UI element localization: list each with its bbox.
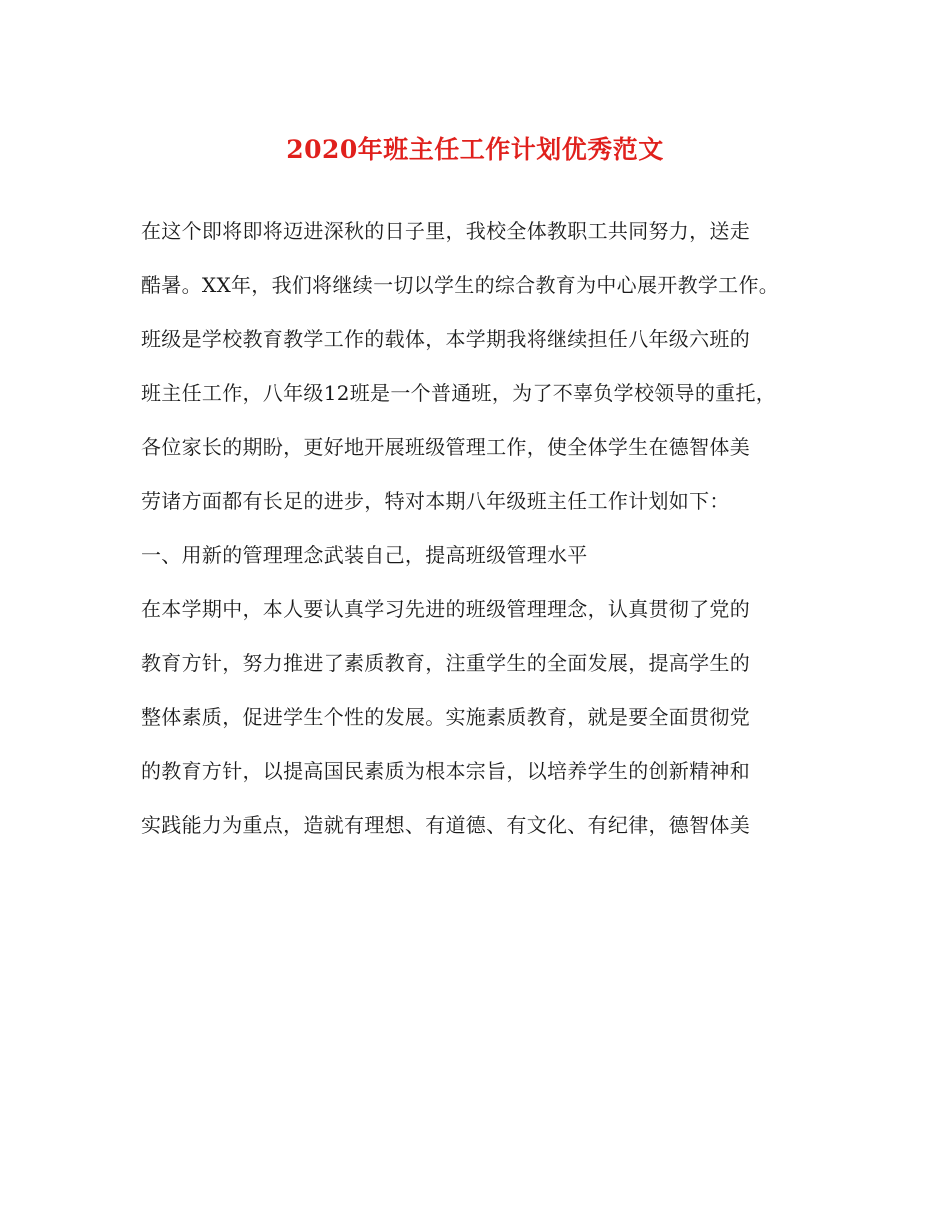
body-line: 整体素质，促进学生个性的发展。实施素质教育，就是要全面贯彻党: [141, 705, 750, 729]
body-line: 班级是学校教育教学工作的载体，本学期我将继续担任八年级六班的: [141, 327, 750, 351]
document-body: [141, 216, 821, 864]
body-line: 的教育方针，以提高国民素质为根本宗旨，以培养学生的创新精神和: [141, 759, 750, 783]
body-line: 实践能力为重点，造就有理想、有道德、有文化、有纪律，德智体美: [141, 813, 750, 837]
body-line: 班主任工作，八年级12班是一个普通班，为了不辜负学校领导的重托，: [141, 381, 777, 405]
document-title: 2020年班主任工作计划优秀范文: [286, 135, 664, 164]
body-line: 在本学期中，本人要认真学习先进的班级管理理念，认真贯彻了党的: [141, 597, 750, 621]
body-line: 各位家长的期盼，更好地开展班级管理工作，使全体学生在德智体美: [141, 435, 750, 459]
body-line: 在这个即将即将迈进深秋的日子里，我校全体教职工共同努力，送走: [141, 219, 750, 243]
body-line: 酷暑。XX年，我们将继续一切以学生的综合教育为中心展开教学工作。: [141, 273, 780, 297]
section-heading: 一、用新的管理理念武装自己，提高班级管理水平: [141, 543, 588, 567]
body-line: 劳诸方面都有长足的进步，特对本期八年级班主任工作计划如下：: [141, 489, 730, 513]
body-line: 教育方针，努力推进了素质教育，注重学生的全面发展，提高学生的: [141, 651, 750, 675]
